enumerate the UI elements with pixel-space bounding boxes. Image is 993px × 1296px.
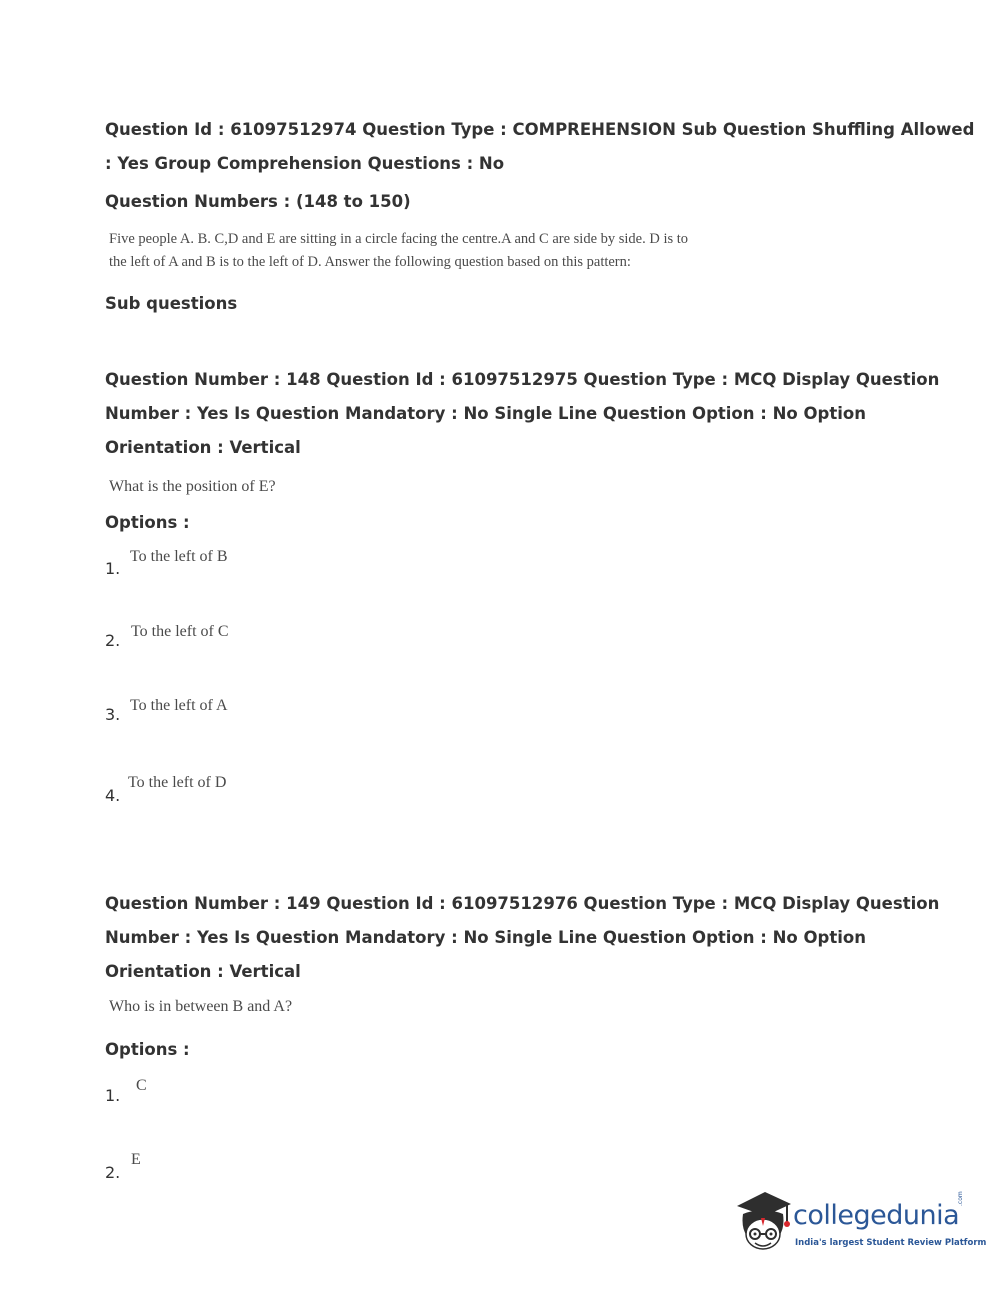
logo-wordmark: collegedunia [793, 1200, 960, 1231]
logo-suffix: .com [957, 1191, 964, 1206]
question-149-option-1-text: C [136, 1077, 147, 1094]
question-148-option-4-number: 4. [105, 786, 121, 805]
passage-line1: Five people A. B. C,D and E are sitting in a circle facing the centre.A and C are side by side. D is to [109, 231, 689, 247]
question-148-option-3-number: 3. [105, 705, 121, 724]
question-149-option-2-number: 2. [105, 1163, 121, 1182]
question-148-options-label: Options : [105, 513, 190, 532]
question-148-option-4-text: To the left of D [128, 774, 227, 791]
question-148-header-line1: Question Number : 148 Question Id : 61097512975 Question Type : MCQ Display Question [105, 370, 940, 389]
question-149-option-2-text: E [131, 1151, 141, 1168]
question-149-text: Who is in between B and A? [109, 998, 293, 1015]
collegedunia-logo [735, 1188, 987, 1260]
question-149-header-line2: Number : Yes Is Question Mandatory : No Single Line Question Option : No Option [105, 928, 866, 947]
question-149-header-line1: Question Number : 149 Question Id : 61097512976 Question Type : MCQ Display Question [105, 894, 940, 913]
question-148-header-line2: Number : Yes Is Question Mandatory : No Single Line Question Option : No Option [105, 404, 866, 423]
question-numbers: Question Numbers : (148 to 150) [105, 192, 411, 211]
question-148-option-3-text: To the left of A [130, 697, 228, 714]
question-148-option-1-number: 1. [105, 559, 121, 578]
question-149-header-line3: Orientation : Vertical [105, 962, 301, 981]
comprehension-header-line1: Question Id : 61097512974 Question Type : COMPREHENSION Sub Question Shuffling Allowed [105, 120, 975, 139]
question-148-text: What is the position of E? [109, 478, 276, 495]
mascot-graduate-icon [735, 1188, 793, 1260]
question-148-option-2-text: To the left of C [131, 623, 229, 640]
question-149-option-1-number: 1. [105, 1086, 121, 1105]
passage-line2: the left of A and B is to the left of D. Answer the following question based on this pattern: [109, 254, 631, 270]
question-148-option-2-number: 2. [105, 631, 121, 650]
question-148-option-1-text: To the left of B [130, 548, 228, 565]
comprehension-header-line2: : Yes Group Comprehension Questions : No [105, 154, 505, 173]
question-149-options-label: Options : [105, 1040, 190, 1059]
logo-tagline: India's largest Student Review Platform [795, 1238, 987, 1248]
question-148-header-line3: Orientation : Vertical [105, 438, 301, 457]
sub-questions-label: Sub questions [105, 294, 238, 313]
